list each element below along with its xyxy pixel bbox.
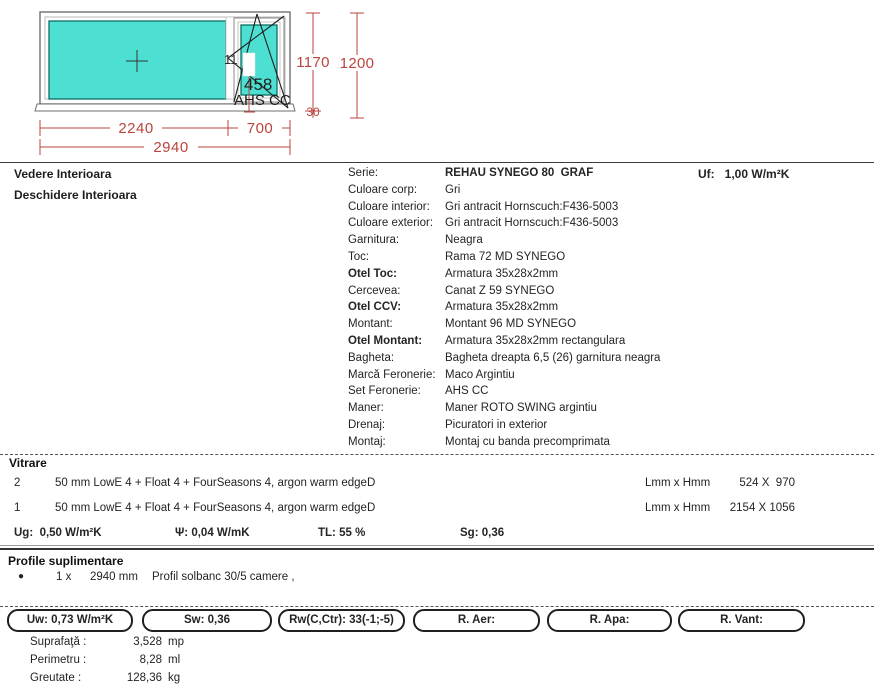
- spec-label: Culoare exterior:: [348, 217, 434, 230]
- total-label: Perimetru :: [30, 654, 87, 666]
- psi-stat: Ψ: 0,04 W/mK: [175, 527, 250, 539]
- spec-row-culoare-corp: [348, 184, 693, 201]
- spec-label: Otel Toc:: [348, 267, 397, 280]
- spec-row-otel-toc: [348, 268, 693, 285]
- tl-stat: TL: 55 %: [318, 527, 366, 539]
- badge-r-apa: R. Apa:: [547, 609, 672, 632]
- spec-label: Garnitura:: [348, 234, 400, 247]
- spec-value: Maner ROTO SWING argintiu: [445, 402, 597, 415]
- spec-row-garnitura: [348, 234, 693, 251]
- spec-table: [348, 167, 693, 453]
- spec-value: Gri: [445, 183, 461, 196]
- view-label-interior: Vedere Interioara: [14, 167, 112, 181]
- total-row-greutate: [30, 672, 180, 684]
- uf-label: Uf:: [698, 167, 715, 181]
- glazing-separator: [0, 454, 874, 455]
- spec-label: Serie:: [348, 167, 379, 179]
- total-label: Greutate :: [30, 672, 82, 684]
- window-drawing: [0, 0, 400, 162]
- badges-separator: [0, 606, 874, 607]
- spec-value: Bagheta dreapta 6,5 (26) garnitura neagra: [445, 351, 661, 364]
- spec-value: Armatura 35x28x2mm: [445, 267, 559, 280]
- spec-label: Montant:: [348, 318, 393, 331]
- spec-label: Montaj:: [348, 435, 386, 448]
- glazing-position: 2: [14, 477, 21, 489]
- badge-r-vant: R. Vant:: [678, 609, 805, 632]
- spec-row-drenaj: [348, 419, 693, 436]
- window-handle: [243, 53, 255, 76]
- top-separator: [0, 162, 874, 163]
- spec-label: Bagheta:: [348, 351, 395, 364]
- spec-row-culoare-exterior: [348, 217, 693, 234]
- section-double-rule: [0, 545, 874, 550]
- spec-value: Picuratori in exterior: [445, 418, 548, 431]
- additional-profiles-title: Profile suplimentare: [8, 554, 124, 568]
- profile-qty: 1 x: [56, 571, 72, 583]
- badge-sw: Sw: 0,36: [142, 609, 272, 632]
- spec-row-marca-feronerie: [348, 369, 693, 386]
- glazing-section-title: Vitrare: [9, 456, 47, 470]
- spec-value: AHS CC: [445, 385, 489, 398]
- total-value: 8,28: [139, 654, 162, 666]
- dim-width-total: 2940: [153, 139, 189, 156]
- spec-row-otel-montant: [348, 335, 693, 352]
- spec-row-montant: [348, 318, 693, 335]
- spec-value: Armatura 35x28x2mm: [445, 301, 559, 314]
- glazing-description: 50 mm LowE 4 + Float 4 + FourSeasons 4, argon warm edgeD: [55, 502, 376, 514]
- spec-value: Maco Argintiu: [445, 368, 515, 381]
- spec-label: Cercevea:: [348, 284, 401, 297]
- badge-r-aer: R. Aer:: [413, 609, 540, 632]
- spec-row-montaj: [348, 436, 693, 453]
- spec-label: Culoare interior:: [348, 200, 430, 213]
- sash-number-label: 11: [224, 52, 238, 67]
- spec-value: Montant 96 MD SYNEGO: [445, 318, 577, 331]
- glazing-description: 50 mm LowE 4 + Float 4 + FourSeasons 4, argon warm edgeD: [55, 477, 376, 489]
- glazing-size: 524 X 970: [739, 477, 795, 489]
- spec-value: Gri antracit Hornscuch:F436-5003: [445, 217, 619, 230]
- spec-row-bagheta: [348, 352, 693, 369]
- spec-label: Drenaj:: [348, 418, 386, 431]
- glazing-size-label: Lmm x Hmm: [645, 502, 711, 514]
- total-unit: ml: [168, 654, 181, 666]
- total-value: 3,528: [133, 636, 162, 648]
- profile-description: Profil solbanc 30/5 camere ,: [152, 571, 295, 583]
- dim-sill-height: 30: [306, 105, 320, 119]
- view-label-opening: Deschidere Interioara: [14, 188, 137, 202]
- ug-stat: Ug: 0,50 W/m²K: [14, 527, 102, 539]
- total-unit: mp: [168, 636, 184, 648]
- spec-label: Culoare corp:: [348, 183, 418, 196]
- spec-label: Maner:: [348, 402, 384, 415]
- total-label: Suprafaţă :: [30, 636, 87, 648]
- spec-value: Canat Z 59 SYNEGO: [445, 284, 555, 297]
- spec-row-otel-ccv: [348, 301, 693, 318]
- dim-height-frame: 1170: [296, 54, 330, 71]
- total-unit: kg: [168, 672, 181, 684]
- dim-width-right: 700: [246, 120, 274, 137]
- total-row-perimetru: [30, 654, 180, 666]
- badge-uw: Uw: 0,73 W/m²K: [7, 609, 133, 632]
- handle-height-label: 458: [244, 75, 273, 94]
- spec-label: Toc:: [348, 250, 370, 263]
- spec-row-serie: [348, 167, 693, 184]
- badge-rw: Rw(C,Ctr): 33(-1;-5): [278, 609, 405, 632]
- spec-value: Gri antracit Hornscuch:F436-5003: [445, 200, 619, 213]
- glazing-position: 1: [14, 502, 21, 514]
- hardware-set-label: AHS CC: [234, 92, 291, 109]
- total-row-suprafata: [30, 636, 184, 648]
- glazing-size: 2154 X 1056: [729, 502, 795, 514]
- sg-stat: Sg: 0,36: [460, 527, 505, 539]
- spec-value: REHAU SYNEGO 80 GRAF: [445, 167, 594, 179]
- glazing-size-label: Lmm x Hmm: [645, 477, 711, 489]
- spec-row-toc: [348, 251, 693, 268]
- spec-row-culoare-interior: [348, 201, 693, 218]
- uf-value: 1,00 W/m²K: [724, 167, 790, 181]
- dim-height-total: 1200: [339, 55, 375, 72]
- spec-row-set-feronerie: [348, 385, 693, 402]
- dim-width-left: 2240: [118, 120, 154, 137]
- spec-label: Set Feronerie:: [348, 385, 421, 398]
- bullet-icon: ●: [18, 571, 25, 582]
- profile-length: 2940 mm: [90, 571, 138, 583]
- total-value: 128,36: [126, 672, 162, 684]
- spec-label: Otel CCV:: [348, 301, 402, 314]
- spec-value: Rama 72 MD SYNEGO: [445, 250, 566, 263]
- uf-value-block: [698, 167, 789, 181]
- spec-row-cercevea: [348, 285, 693, 302]
- spec-value: Armatura 35x28x2mm rectangulara: [445, 334, 626, 347]
- spec-value: Neagra: [445, 234, 483, 247]
- spec-row-maner: [348, 402, 693, 419]
- spec-label: Marcă Feronerie:: [348, 368, 436, 381]
- spec-label: Otel Montant:: [348, 334, 423, 347]
- spec-value: Montaj cu banda precomprimata: [445, 435, 610, 448]
